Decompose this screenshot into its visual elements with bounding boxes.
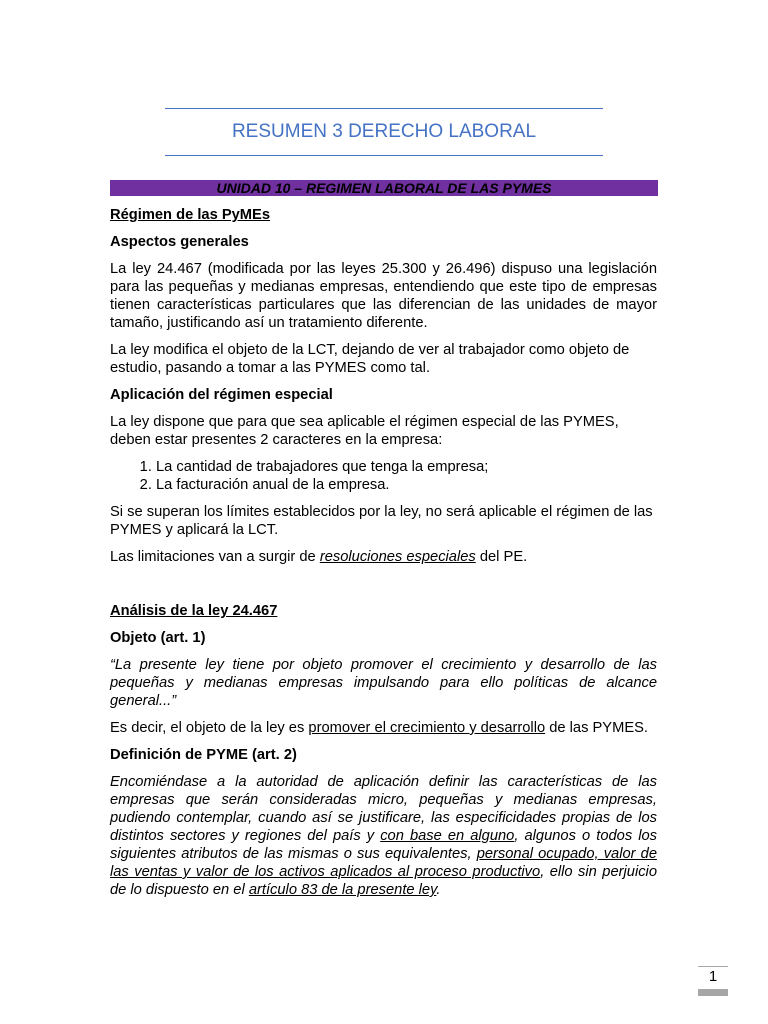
document-body <box>110 206 657 908</box>
spacer <box>110 575 657 602</box>
heading-regimen: Régimen de las PyMEs <box>110 207 270 223</box>
text-run-emphasis: resoluciones especiales <box>319 549 476 565</box>
text-run: . <box>436 882 441 898</box>
heading-aspectos: Aspectos generales <box>110 234 249 250</box>
text-run-underlined: personal ocupado, valor de las ventas y valor de los activos aplicados al proceso productivo <box>110 846 657 880</box>
list-item: 1. La cantidad de trabajadores que tenga la empresa; <box>156 458 657 476</box>
heading-objeto: Objeto (art. 1) <box>110 630 206 646</box>
text-run: Encomiéndase a la autoridad de aplicación definir las características de las empresas que serán consideradas micro, pequeñas y medianas empresas, pudiendo contemplar, cuando así se justificare, las especificidades propias de los distintos sectores y regiones del país y <box>110 774 657 844</box>
text-run: Es decir, el objeto de la ley es <box>110 720 309 736</box>
title-rule-bottom <box>165 155 603 156</box>
text-run: , algunos o todos los siguientes atributos de las mismas o sus equivalentes, <box>110 828 658 862</box>
text-run: del PE. <box>475 549 528 565</box>
text-run-underlined: artículo 83 de la presente ley <box>248 882 437 898</box>
paragraph-objeto-lct: La ley modifica el objeto de la LCT, dejando de ver al trabajador como objeto de estudio, pasando a tomar a las PYMES como tal. <box>110 342 630 376</box>
paragraph-limitaciones <box>110 548 657 566</box>
page-number: 1 <box>708 968 718 985</box>
quote-art-2 <box>110 773 657 899</box>
heading-analisis: Análisis de la ley 24.467 <box>110 603 278 619</box>
unit-banner: UNIDAD 10 – REGIMEN LABORAL DE LAS PYMES <box>110 180 658 196</box>
paragraph-es-decir <box>110 719 657 737</box>
list-item: 2. La facturación anual de la empresa. <box>156 476 657 494</box>
paragraph-limites: Si se superan los límites establecidos por la ley, no será aplicable el régimen de las PYMES y aplicará la LCT. <box>110 504 653 538</box>
text-run: Las limitaciones van a surgir de <box>110 549 320 565</box>
title-rule-top <box>165 108 603 109</box>
text-run: , ello sin perjuicio de lo dispuesto en el <box>110 864 657 898</box>
quote-art-1: “La presente ley tiene por objeto promover el crecimiento y desarrollo de las pequeñas y medianas empresas impulsando para ello políticas de alcance general...” <box>110 657 657 709</box>
page-number-bar <box>698 989 728 996</box>
paragraph-ley: La ley 24.467 (modificada por las leyes 25.300 y 26.496) dispuso una legislación para las pequeñas y medianas empresas, entendiendo que este tipo de empresas tienen características particulares que las diferencian de las unidades de mayor tamaño, justificando así un tratamiento diferente. <box>110 261 657 331</box>
heading-aplicacion: Aplicación del régimen especial <box>110 387 333 403</box>
requirements-list <box>110 458 657 494</box>
paragraph-dispone: La ley dispone que para que sea aplicable el régimen especial de las PYMES, deben estar presentes 2 caracteres en la empresa: <box>110 414 619 448</box>
document-title: RESUMEN 3 DERECHO LABORAL <box>231 121 537 142</box>
text-run-underlined: con base en alguno <box>380 828 515 844</box>
heading-definicion: Definición de PYME (art. 2) <box>110 747 297 763</box>
text-run-underlined: promover el crecimiento y desarrollo <box>308 720 546 736</box>
text-run: de las PYMES. <box>545 720 648 736</box>
